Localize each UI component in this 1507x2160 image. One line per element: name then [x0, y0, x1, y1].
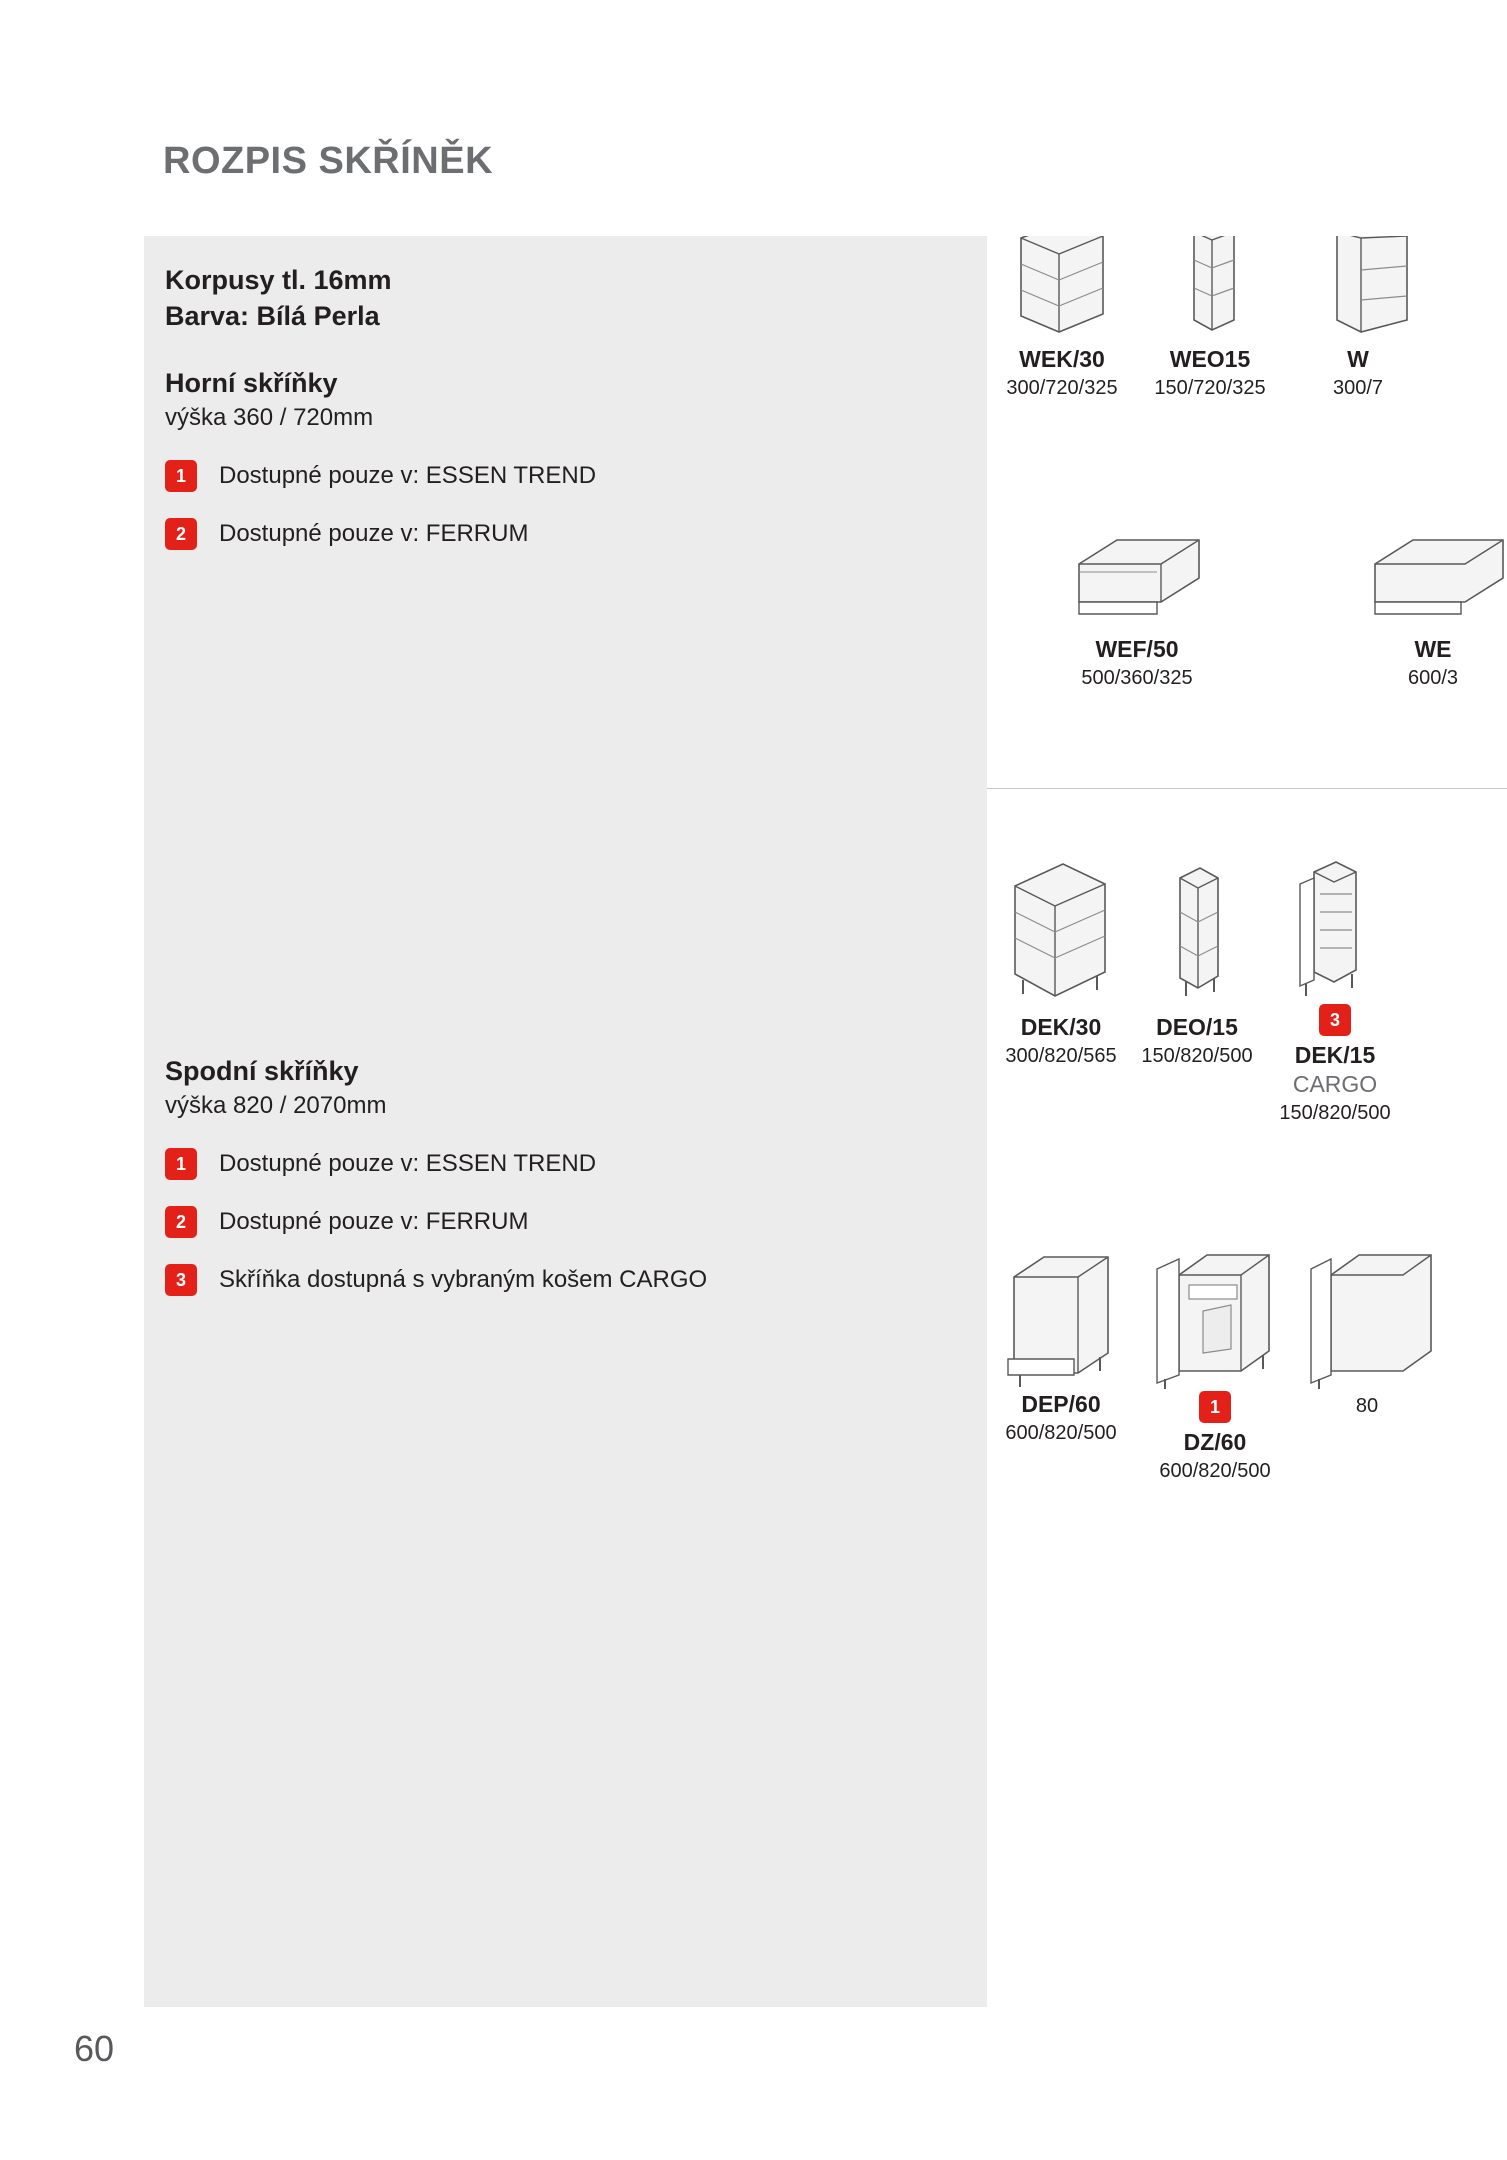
legend-label-2: Dostupné pouze v: FERRUM [219, 520, 529, 548]
cabinet-item-cut-off [1287, 1241, 1447, 1418]
cabinet-code: DEO/15 [1156, 1014, 1238, 1040]
upper-cabinets-section [165, 366, 965, 550]
cabinet-dims: 300/7 [1332, 377, 1384, 399]
cabinet-code: WEK/30 [1019, 346, 1105, 372]
lower-section-subheading: výška 820 / 2070mm [165, 1091, 387, 1119]
legend-label-2: Dostupné pouze v: FERRUM [219, 1208, 529, 1236]
cabinet-dims: 80 [1355, 1395, 1379, 1417]
cabinet-dims: 300/720/325 [1006, 377, 1118, 399]
legend-item [165, 460, 965, 492]
cabinet-code: DZ/60 [1183, 1429, 1247, 1455]
cabinet-item-dek15-cargo [1255, 854, 1415, 1125]
upper-section-subheading: výška 360 / 720mm [165, 403, 374, 431]
cabinet-badge: 3 [1319, 1004, 1351, 1036]
cabinet-code: WEF/50 [1095, 636, 1179, 662]
cabinet-illustrations [987, 236, 1507, 2007]
cabinet-dims: 150/820/500 [1141, 1045, 1253, 1067]
narrow-base-cabinet-icon [1156, 854, 1238, 1014]
lower-cabinets-section [165, 1054, 965, 1296]
legend-badge-2: 2 [165, 1206, 197, 1238]
upper-section-heading: Horní skříňky [165, 368, 338, 398]
cabinet-code: DEK/15 [1294, 1042, 1376, 1068]
cabinet-item-dz60 [1135, 1241, 1295, 1483]
lift-up-wall-cabinet-icon [1353, 526, 1507, 636]
base-cabinet-icon [1297, 1241, 1437, 1391]
page-number: 60 [74, 2028, 115, 2069]
cabinet-note: CARGO [1292, 1071, 1378, 1097]
cabinet-item-wef50 [987, 526, 1287, 690]
cabinet-item-dep60 [987, 1241, 1141, 1445]
cabinet-item-deo15 [1127, 854, 1267, 1068]
legend-item [165, 1264, 965, 1296]
legend-badge-3: 3 [165, 1264, 197, 1296]
wall-cabinet-icon [1303, 236, 1413, 346]
cabinet-item-w [1283, 236, 1433, 400]
sink-base-cabinet-icon [1145, 1241, 1285, 1391]
cabinet-dims: 300/820/565 [1005, 1045, 1117, 1067]
cabinet-dims: 500/360/325 [1081, 667, 1193, 689]
cabinet-item-we [1283, 526, 1507, 690]
legend-item [165, 518, 965, 550]
cabinet-item-weo15 [1135, 236, 1285, 400]
cabinet-code: WE [1414, 636, 1452, 662]
page-title: ROZPIS SKŘÍNĚK [163, 140, 494, 182]
legend-item [165, 1148, 965, 1180]
body-color-label: Barva: Bílá Perla [165, 300, 380, 331]
lift-up-wall-cabinet-icon [1057, 526, 1217, 636]
legend-badge-1: 1 [165, 1148, 197, 1180]
cabinet-dims: 150/820/500 [1279, 1102, 1391, 1124]
cabinet-dims: 150/720/325 [1154, 377, 1266, 399]
section-divider [987, 788, 1507, 789]
lower-section-heading: Spodní skříňky [165, 1056, 359, 1086]
cabinet-code: WEO15 [1169, 346, 1251, 372]
legend-label-1: Dostupné pouze v: ESSEN TREND [219, 1150, 597, 1178]
cabinet-dims: 600/820/500 [1159, 1460, 1271, 1482]
corner-base-cabinet-icon [1001, 854, 1121, 1014]
cabinet-code: W [1347, 346, 1369, 372]
corner-wall-cabinet-icon [1007, 236, 1117, 346]
legend-badge-1: 1 [165, 460, 197, 492]
legend-label-1: Dostupné pouze v: ESSEN TREND [219, 462, 597, 490]
cabinet-item-dek30 [987, 854, 1141, 1068]
cabinet-badge: 1 [1199, 1391, 1231, 1423]
legend-item [165, 1206, 965, 1238]
legend-badge-2: 2 [165, 518, 197, 550]
cabinet-dims: 600/3 [1407, 667, 1459, 689]
cabinet-item-wek30 [987, 236, 1137, 400]
cabinet-code: DEP/60 [1021, 1391, 1101, 1417]
narrow-wall-cabinet-icon [1164, 236, 1256, 346]
oven-base-cabinet-icon [996, 1241, 1126, 1391]
cargo-base-cabinet-icon [1280, 854, 1390, 1004]
panel-intro [165, 263, 965, 335]
cabinet-code: DEK/30 [1020, 1014, 1102, 1040]
spec-panel [144, 236, 987, 2007]
legend-label-3: Skříňka dostupná s vybraným košem CARGO [219, 1266, 708, 1294]
body-thickness-label: Korpusy tl. 16mm [165, 265, 392, 295]
cabinet-dims: 600/820/500 [1005, 1422, 1117, 1444]
